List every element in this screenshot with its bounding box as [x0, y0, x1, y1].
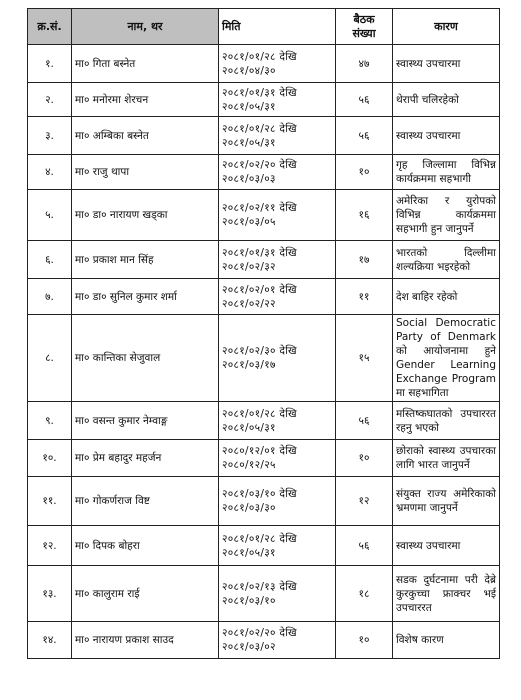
header-meeting-count [336, 9, 393, 45]
date-from: २०८१/०२/३० देखि [222, 345, 297, 357]
serial-cell: ११. [28, 477, 72, 526]
date-from: २०८१/०१/३१ देखि [222, 246, 297, 259]
reason-cell: देश बाहिर रहेको [393, 279, 500, 315]
date-cell [219, 402, 336, 440]
reason-cell: सडक दुर्घटनामा परी देब्रे कुरकुच्चा फ्राक्चर भई उपचाररत [393, 566, 500, 622]
reason-cell: अमेरिका र युरोपको विभिन्न कार्यक्रममा सहभागी हुन जानुपर्ने [393, 190, 500, 241]
reason-cell: गृह जिल्लामा विभिन्न कार्यक्रममा सहभागी [393, 155, 500, 190]
reason-cell: स्वास्थ्य उपचारमा [393, 117, 500, 155]
serial-cell: ८. [28, 315, 72, 402]
header-reason: कारण [393, 9, 500, 45]
table-row [28, 402, 500, 440]
name-cell: मा० गोकर्णराज विष्ट [72, 477, 219, 526]
name-cell: मा० डा० सुनिल कुमार शर्मा [72, 279, 219, 315]
date-from: २०८१/०१/२८ देखि [222, 122, 297, 135]
serial-cell: ७. [28, 279, 72, 315]
reason-cell: मस्तिष्कघातको उपचाररत रहनु भएको [393, 402, 500, 440]
header-row [28, 9, 500, 45]
meeting-count-cell: १८ [336, 566, 393, 622]
date-from: २०८१/०२/२० देखि [222, 627, 297, 639]
name-cell: मा० मनोरमा शेरचन [72, 83, 219, 117]
reason-cell: छोराको स्वास्थ्य उपचारका लागि भारत जानुपर्ने [393, 440, 500, 477]
date-to: २०८१/०३/१७ [222, 359, 276, 371]
date-cell [219, 622, 336, 659]
date-from: २०८१/०२/१३ देखि [222, 580, 297, 593]
table-row [28, 477, 500, 526]
date-from: २०८१/०२/११ देखि [222, 202, 297, 214]
date-from: २०८१/०२/०१ देखि [222, 283, 297, 296]
date-from: २०८१/०२/२० देखि [222, 159, 297, 171]
reason-cell: विशेष कारण [393, 622, 500, 659]
date-to: २०८१/०४/३० [222, 64, 276, 77]
serial-cell: ९. [28, 402, 72, 440]
name-cell: मा० गिता बस्नेत [72, 45, 219, 83]
date-to: २०८१/०३/१० [222, 594, 276, 607]
table-row [28, 241, 500, 279]
meeting-count-cell: १० [336, 155, 393, 190]
date-to: २०८१/०३/०५ [222, 216, 276, 228]
date-cell [219, 45, 336, 83]
header-name: नाम, थर [72, 9, 219, 45]
date-cell [219, 526, 336, 566]
date-from: २०८१/०१/३१ देखि [222, 86, 297, 99]
date-to: २०८१/०२/३२ [222, 260, 276, 273]
date-to: २०८१/०३/०२ [222, 641, 276, 653]
date-cell [219, 477, 336, 526]
meeting-count-cell: १७ [336, 241, 393, 279]
meeting-count-cell: ५६ [336, 83, 393, 117]
serial-cell: १. [28, 45, 72, 83]
name-cell: मा० वसन्त कुमार नेम्वाङ्ग [72, 402, 219, 440]
date-to: २०८१/०३/०३ [222, 173, 276, 185]
meeting-count-cell: १५ [336, 315, 393, 402]
serial-cell: १०. [28, 440, 72, 477]
table-row [28, 526, 500, 566]
name-cell: मा० डा० नारायण खड्का [72, 190, 219, 241]
serial-cell: १२. [28, 526, 72, 566]
date-from: २०८१/०३/१० देखि [222, 488, 297, 500]
date-cell [219, 155, 336, 190]
table-row [28, 83, 500, 117]
meeting-count-cell: १६ [336, 190, 393, 241]
date-cell [219, 190, 336, 241]
name-cell: मा० राजु थापा [72, 155, 219, 190]
date-to: २०८१/०५/३१ [222, 100, 276, 113]
meeting-count-cell: १० [336, 440, 393, 477]
reason-cell: स्वास्थ्य उपचारमा [393, 45, 500, 83]
date-to: २०८१/०५/३१ [222, 136, 276, 149]
date-cell [219, 117, 336, 155]
reason-cell: Social Democratic Party of Denmark को आयोजनामा हुने Gender Learning Exchange Program मा सहभागिता [393, 315, 500, 402]
header-count-line1: बैठक [353, 12, 375, 26]
name-cell: मा० प्रकाश मान सिंह [72, 241, 219, 279]
date-from: २०८०/१२/०१ देखि [222, 445, 297, 457]
date-from: २०८१/०१/२८ देखि [222, 407, 297, 420]
date-cell [219, 279, 336, 315]
meeting-count-cell: ५६ [336, 117, 393, 155]
date-to: २०८१/०२/२२ [222, 297, 276, 310]
meeting-count-cell: ५६ [336, 402, 393, 440]
header-date: मिति [219, 9, 336, 45]
date-to: २०८१/०५/३१ [222, 546, 276, 559]
date-cell [219, 83, 336, 117]
date-from: २०८१/०१/२८ देखि [222, 50, 297, 63]
date-cell [219, 440, 336, 477]
serial-cell: १३. [28, 566, 72, 622]
table-row [28, 117, 500, 155]
table-row [28, 566, 500, 622]
meeting-count-cell: ४७ [336, 45, 393, 83]
name-cell: मा० प्रेम बहादुर महर्जन [72, 440, 219, 477]
serial-cell: ६. [28, 241, 72, 279]
meeting-count-cell: १० [336, 622, 393, 659]
table-row [28, 315, 500, 402]
date-cell [219, 241, 336, 279]
date-cell [219, 566, 336, 622]
date-to: २०८०/१२/२५ [222, 459, 276, 471]
header-sn: क्र.सं. [28, 9, 72, 45]
table-row [28, 45, 500, 83]
meeting-count-cell: ५६ [336, 526, 393, 566]
table-row [28, 155, 500, 190]
table-row [28, 279, 500, 315]
leave-table [27, 8, 500, 659]
serial-cell: ३. [28, 117, 72, 155]
reason-cell: स्वास्थ्य उपचारमा [393, 526, 500, 566]
serial-cell: ४. [28, 155, 72, 190]
meeting-count-cell: १२ [336, 477, 393, 526]
name-cell: मा० कान्तिका सेजुवाल [72, 315, 219, 402]
meeting-count-cell: ११ [336, 279, 393, 315]
table-row [28, 440, 500, 477]
serial-cell: २. [28, 83, 72, 117]
table-row [28, 622, 500, 659]
name-cell: मा० दिपक बोहरा [72, 526, 219, 566]
reason-cell: संयुक्त राज्य अमेरिकाको भ्रमणमा जानुपर्ने [393, 477, 500, 526]
date-to: २०८१/०३/३० [222, 502, 276, 514]
date-from: २०८१/०१/२८ देखि [222, 532, 297, 545]
date-to: २०८१/०५/३१ [222, 421, 276, 434]
serial-cell: १४. [28, 622, 72, 659]
table-row [28, 190, 500, 241]
date-cell [219, 315, 336, 402]
serial-cell: ५. [28, 190, 72, 241]
reason-cell: थेरापी चलिरहेको [393, 83, 500, 117]
name-cell: मा० नारायण प्रकाश साउद [72, 622, 219, 659]
name-cell: मा० अम्बिका बस्नेत [72, 117, 219, 155]
reason-cell: भारतको दिल्लीमा शल्यक्रिया भइरहेको [393, 241, 500, 279]
table-body [28, 45, 500, 659]
name-cell: मा० कालुराम राई [72, 566, 219, 622]
header-count-line2: संख्या [352, 26, 376, 40]
